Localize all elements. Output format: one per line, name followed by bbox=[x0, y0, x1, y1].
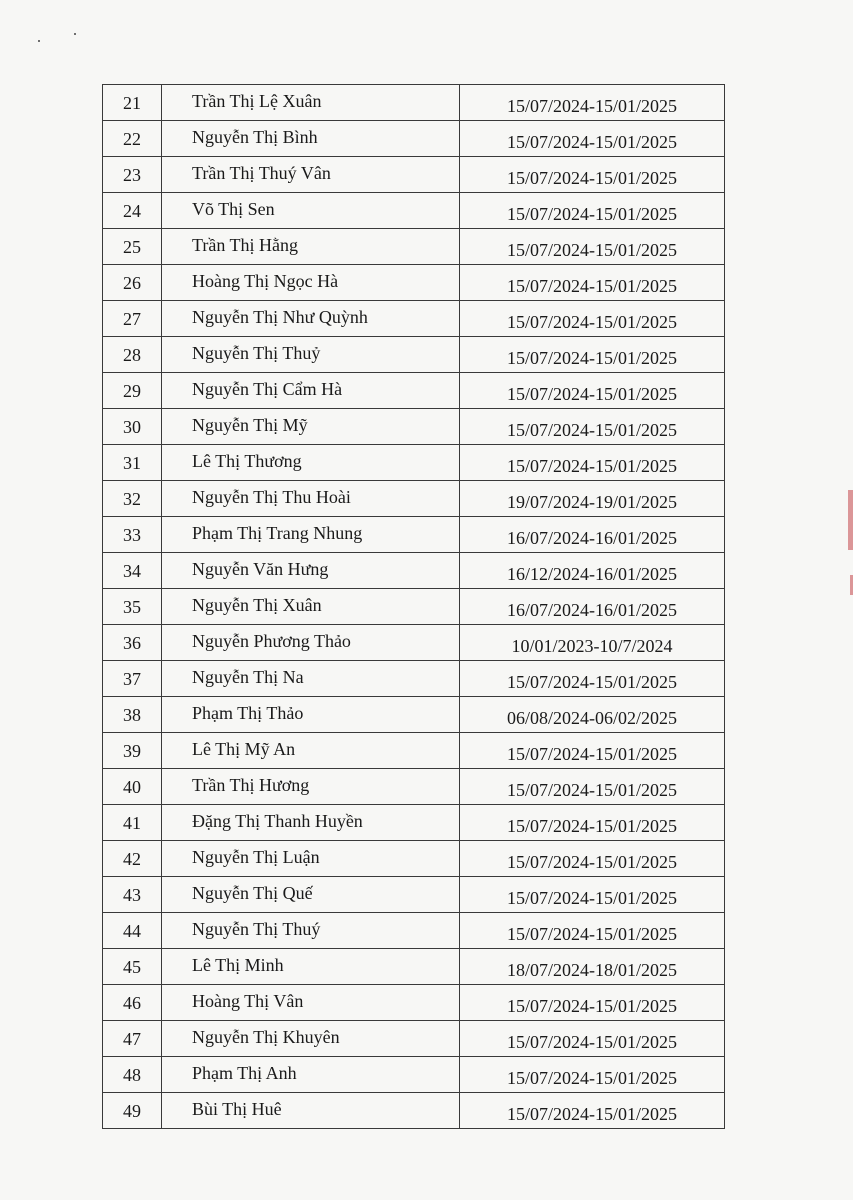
full-name-text: Trần Thị Lệ Xuân bbox=[192, 90, 322, 111]
row-number-cell: 41 bbox=[103, 805, 162, 841]
row-number-cell: 48 bbox=[103, 1057, 162, 1093]
name-cell bbox=[162, 229, 460, 265]
full-name-text: Trần Thị Thuý Vân bbox=[192, 162, 331, 183]
name-cell bbox=[162, 373, 460, 409]
row-number-cell: 43 bbox=[103, 877, 162, 913]
name-cell bbox=[162, 985, 460, 1021]
period-cell: 15/07/2024-15/01/2025 bbox=[460, 229, 725, 265]
full-name-text: Nguyễn Thị Xuân bbox=[192, 594, 322, 615]
row-number-cell: 38 bbox=[103, 697, 162, 733]
table-row bbox=[103, 229, 725, 265]
period-cell: 10/01/2023-10/7/2024 bbox=[460, 625, 725, 661]
table-row bbox=[103, 85, 725, 121]
scan-speck bbox=[38, 40, 40, 42]
full-name-text: Phạm Thị Thảo bbox=[192, 702, 304, 723]
period-cell: 15/07/2024-15/01/2025 bbox=[460, 157, 725, 193]
name-cell bbox=[162, 337, 460, 373]
name-cell bbox=[162, 157, 460, 193]
period-cell: 18/07/2024-18/01/2025 bbox=[460, 949, 725, 985]
period-cell: 15/07/2024-15/01/2025 bbox=[460, 337, 725, 373]
period-cell: 15/07/2024-15/01/2025 bbox=[460, 1093, 725, 1129]
row-number-cell: 35 bbox=[103, 589, 162, 625]
scan-speck bbox=[74, 33, 76, 35]
full-name-text: Nguyễn Thị Thuý bbox=[192, 918, 321, 939]
period-cell: 15/07/2024-15/01/2025 bbox=[460, 373, 725, 409]
name-cell bbox=[162, 1057, 460, 1093]
full-name-text: Lê Thị Mỹ An bbox=[192, 738, 296, 759]
full-name-text: Phạm Thị Trang Nhung bbox=[192, 522, 363, 543]
period-cell: 15/07/2024-15/01/2025 bbox=[460, 1021, 725, 1057]
full-name-text: Nguyễn Phương Thảo bbox=[192, 630, 351, 651]
name-cell bbox=[162, 589, 460, 625]
period-cell: 15/07/2024-15/01/2025 bbox=[460, 841, 725, 877]
row-number-cell: 25 bbox=[103, 229, 162, 265]
full-name-text: Nguyễn Thị Cẩm Hà bbox=[192, 378, 343, 399]
table-row bbox=[103, 193, 725, 229]
name-cell bbox=[162, 769, 460, 805]
row-number-cell: 39 bbox=[103, 733, 162, 769]
full-name-text: Nguyễn Thị Luận bbox=[192, 846, 320, 867]
row-number-cell: 27 bbox=[103, 301, 162, 337]
table-row bbox=[103, 265, 725, 301]
full-name-text: Lê Thị Thương bbox=[192, 450, 302, 471]
name-cell bbox=[162, 121, 460, 157]
name-cell bbox=[162, 697, 460, 733]
name-cell bbox=[162, 913, 460, 949]
table-row bbox=[103, 697, 725, 733]
row-number-cell: 26 bbox=[103, 265, 162, 301]
full-name-text: Hoàng Thị Ngọc Hà bbox=[192, 270, 339, 291]
period-cell: 15/07/2024-15/01/2025 bbox=[460, 301, 725, 337]
table-row bbox=[103, 1093, 725, 1129]
table-row bbox=[103, 121, 725, 157]
row-number-cell: 49 bbox=[103, 1093, 162, 1129]
table-row bbox=[103, 913, 725, 949]
row-number-cell: 21 bbox=[103, 85, 162, 121]
period-cell: 15/07/2024-15/01/2025 bbox=[460, 121, 725, 157]
table-body bbox=[103, 85, 725, 1129]
name-cell bbox=[162, 1021, 460, 1057]
name-cell bbox=[162, 661, 460, 697]
table-row bbox=[103, 157, 725, 193]
period-cell: 15/07/2024-15/01/2025 bbox=[460, 661, 725, 697]
table-row bbox=[103, 661, 725, 697]
name-cell bbox=[162, 805, 460, 841]
row-number-cell: 29 bbox=[103, 373, 162, 409]
staff-list-table bbox=[102, 84, 725, 1129]
period-cell: 15/07/2024-15/01/2025 bbox=[460, 1057, 725, 1093]
row-number-cell: 22 bbox=[103, 121, 162, 157]
table-row bbox=[103, 769, 725, 805]
period-cell: 06/08/2024-06/02/2025 bbox=[460, 697, 725, 733]
full-name-text: Nguyễn Thị Na bbox=[192, 666, 304, 687]
full-name-text: Lê Thị Minh bbox=[192, 954, 284, 975]
period-cell: 15/07/2024-15/01/2025 bbox=[460, 985, 725, 1021]
table-row bbox=[103, 409, 725, 445]
full-name-text: Nguyễn Thị Như Quỳnh bbox=[192, 306, 368, 327]
period-cell: 16/07/2024-16/01/2025 bbox=[460, 517, 725, 553]
row-number-cell: 23 bbox=[103, 157, 162, 193]
name-cell bbox=[162, 1093, 460, 1129]
period-cell: 16/07/2024-16/01/2025 bbox=[460, 589, 725, 625]
period-cell: 15/07/2024-15/01/2025 bbox=[460, 733, 725, 769]
period-cell: 16/12/2024-16/01/2025 bbox=[460, 553, 725, 589]
name-cell bbox=[162, 949, 460, 985]
full-name-text: Nguyễn Văn Hưng bbox=[192, 558, 329, 579]
row-number-cell: 32 bbox=[103, 481, 162, 517]
name-cell bbox=[162, 841, 460, 877]
table-row bbox=[103, 733, 725, 769]
table-row bbox=[103, 1021, 725, 1057]
period-cell: 15/07/2024-15/01/2025 bbox=[460, 265, 725, 301]
table-row bbox=[103, 481, 725, 517]
table-row bbox=[103, 1057, 725, 1093]
period-cell: 15/07/2024-15/01/2025 bbox=[460, 409, 725, 445]
name-cell bbox=[162, 877, 460, 913]
row-number-cell: 30 bbox=[103, 409, 162, 445]
period-cell: 15/07/2024-15/01/2025 bbox=[460, 445, 725, 481]
row-number-cell: 40 bbox=[103, 769, 162, 805]
table-row bbox=[103, 589, 725, 625]
period-cell: 15/07/2024-15/01/2025 bbox=[460, 877, 725, 913]
table-row bbox=[103, 949, 725, 985]
full-name-text: Nguyễn Thị Bình bbox=[192, 126, 318, 147]
row-number-cell: 28 bbox=[103, 337, 162, 373]
name-cell bbox=[162, 481, 460, 517]
period-cell: 15/07/2024-15/01/2025 bbox=[460, 805, 725, 841]
table-row bbox=[103, 625, 725, 661]
period-cell: 15/07/2024-15/01/2025 bbox=[460, 913, 725, 949]
table-row bbox=[103, 877, 725, 913]
row-number-cell: 47 bbox=[103, 1021, 162, 1057]
table-row bbox=[103, 373, 725, 409]
full-name-text: Trần Thị Hương bbox=[192, 774, 310, 795]
row-number-cell: 33 bbox=[103, 517, 162, 553]
full-name-text: Nguyễn Thị Khuyên bbox=[192, 1026, 340, 1047]
row-number-cell: 36 bbox=[103, 625, 162, 661]
name-cell bbox=[162, 409, 460, 445]
full-name-text: Trần Thị Hằng bbox=[192, 234, 299, 255]
row-number-cell: 34 bbox=[103, 553, 162, 589]
table-row bbox=[103, 553, 725, 589]
table-row bbox=[103, 301, 725, 337]
period-cell: 19/07/2024-19/01/2025 bbox=[460, 481, 725, 517]
period-cell: 15/07/2024-15/01/2025 bbox=[460, 769, 725, 805]
table-row bbox=[103, 517, 725, 553]
seal-edge-mark bbox=[848, 490, 853, 550]
full-name-text: Nguyễn Thị Thu Hoài bbox=[192, 486, 351, 507]
name-cell bbox=[162, 625, 460, 661]
table-row bbox=[103, 805, 725, 841]
name-cell bbox=[162, 517, 460, 553]
row-number-cell: 44 bbox=[103, 913, 162, 949]
full-name-text: Nguyễn Thị Thuỷ bbox=[192, 342, 321, 363]
period-cell: 15/07/2024-15/01/2025 bbox=[460, 193, 725, 229]
name-cell bbox=[162, 553, 460, 589]
row-number-cell: 31 bbox=[103, 445, 162, 481]
full-name-text: Võ Thị Sen bbox=[192, 198, 275, 219]
name-cell bbox=[162, 193, 460, 229]
row-number-cell: 42 bbox=[103, 841, 162, 877]
row-number-cell: 37 bbox=[103, 661, 162, 697]
full-name-text: Đặng Thị Thanh Huyền bbox=[192, 810, 363, 831]
name-cell bbox=[162, 265, 460, 301]
full-name-text: Hoàng Thị Vân bbox=[192, 990, 304, 1011]
row-number-cell: 45 bbox=[103, 949, 162, 985]
table-row bbox=[103, 985, 725, 1021]
full-name-text: Phạm Thị Anh bbox=[192, 1062, 297, 1083]
full-name-text: Nguyễn Thị Mỹ bbox=[192, 414, 308, 435]
name-cell bbox=[162, 445, 460, 481]
period-cell: 15/07/2024-15/01/2025 bbox=[460, 85, 725, 121]
row-number-cell: 24 bbox=[103, 193, 162, 229]
full-name-text: Bùi Thị Huê bbox=[192, 1098, 282, 1119]
table-row bbox=[103, 445, 725, 481]
row-number-cell: 46 bbox=[103, 985, 162, 1021]
name-cell bbox=[162, 733, 460, 769]
table-row bbox=[103, 337, 725, 373]
full-name-text: Nguyễn Thị Quế bbox=[192, 882, 313, 903]
name-cell bbox=[162, 85, 460, 121]
table-row bbox=[103, 841, 725, 877]
name-cell bbox=[162, 301, 460, 337]
